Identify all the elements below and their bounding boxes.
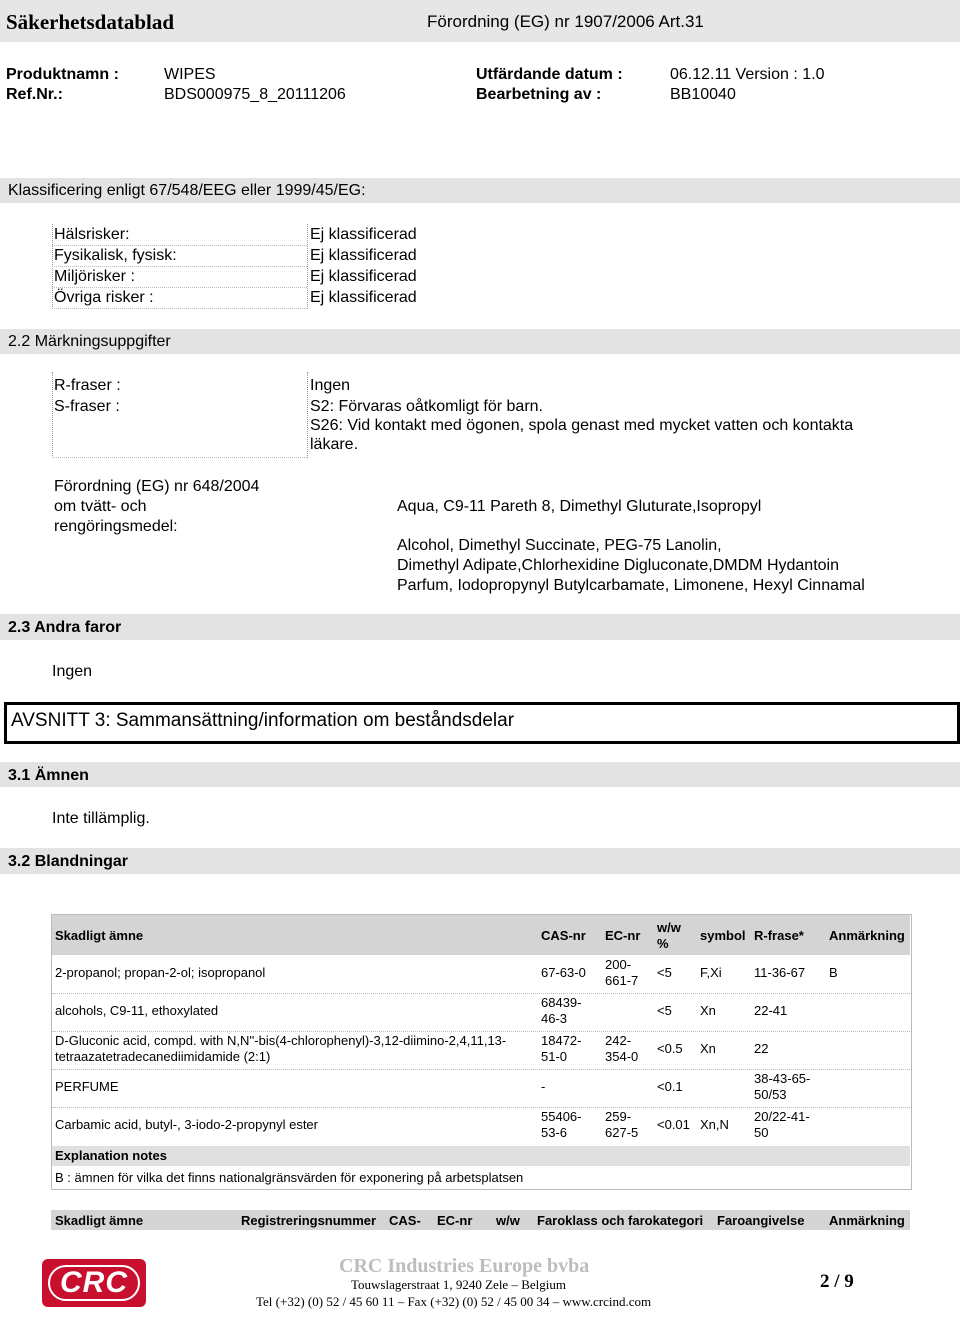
row1-symbol: F,Xi [700, 965, 722, 980]
product-name-label: Produktnamn : [6, 66, 119, 83]
col-header-substance: Skadligt ämne [55, 928, 144, 943]
col-header-ww-1: w/w [657, 920, 681, 935]
row3-ww: <0.5 [657, 1041, 683, 1056]
s-phrases-label: S-fraser : [54, 398, 120, 415]
s-phrases-value-2: S26: Vid kontakt med ögonen, spola genast med mycket vatten och kontakta [310, 417, 854, 434]
divider [52, 372, 53, 458]
divider [52, 245, 307, 246]
product-name-value: WIPES [164, 66, 216, 83]
row4-cas: - [541, 1079, 546, 1094]
page-number: 2 / 9 [820, 1271, 854, 1292]
row1-ec-1: 200- [605, 957, 632, 972]
row5-cas-2: 53-6 [541, 1125, 568, 1140]
reg-header-remark: Anmärkning [829, 1213, 905, 1228]
reg-header-hazard-class: Faroklass och farokategori [537, 1213, 704, 1228]
detergent-regulation-label-1: Förordning (EG) nr 648/2004 [54, 478, 260, 495]
row4-ww: <0.1 [657, 1079, 683, 1094]
row2-ww: <5 [657, 1003, 672, 1018]
row5-ec-1: 259- [605, 1109, 632, 1124]
row1-substance: 2-propanol; propan-2-ol; isopropanol [55, 965, 266, 980]
col-header-cas: CAS-nr [541, 928, 586, 943]
issue-date-label: Utfärdande datum : [476, 66, 623, 83]
row3-ec-1: 242- [605, 1033, 632, 1048]
other-hazards-value: Ingen [52, 663, 93, 680]
detergent-ingredients-2: Alcohol, Dimethyl Succinate, PEG-75 Lanolin, [397, 537, 722, 554]
edited-by-value: BB10040 [670, 86, 736, 103]
row3-substance-2: tetraazatetradecanediimidamide (2:1) [55, 1049, 271, 1064]
row3-ec-2: 354-0 [605, 1049, 639, 1064]
crc-logo [42, 1259, 146, 1307]
substances-heading-bar [0, 762, 960, 787]
detergent-regulation-label-3: rengöringsmedel: [54, 518, 178, 535]
row1-ww: <5 [657, 965, 672, 980]
row2-symbol: Xn [700, 1003, 716, 1018]
edited-by-label: Bearbetning av : [476, 86, 602, 103]
row1-cas: 67-63-0 [541, 965, 586, 980]
classification-value-other: Ej klassificerad [310, 289, 417, 306]
row4-substance: PERFUME [55, 1079, 119, 1094]
s-phrases-value-3: läkare. [310, 436, 359, 453]
divider [52, 308, 307, 309]
classification-value-environment: Ej klassificerad [310, 268, 417, 285]
row3-cas-1: 18472- [541, 1033, 582, 1048]
classification-label-physical: Fysikalisk, fysisk: [54, 247, 177, 264]
divider [52, 266, 307, 267]
mixtures-heading-bar [0, 848, 960, 874]
notes-heading-bar [52, 1146, 910, 1166]
other-hazards-heading-bar [0, 614, 960, 640]
section3-heading: AVSNITT 3: Sammansättning/information om beståndsdelar [11, 710, 515, 731]
classification-heading: Klassificering enligt 67/548/EEG eller 1999/45/EG: [8, 182, 366, 199]
reg-header-registration: Registreringsnummer [241, 1213, 377, 1228]
row5-ec-2: 627-5 [605, 1125, 639, 1140]
row2-substance: alcohols, C9-11, ethoxylated [55, 1003, 219, 1018]
other-hazards-heading: 2.3 Andra faror [8, 619, 122, 636]
r-phrases-value: Ingen [310, 377, 351, 394]
substances-value: Inte tillämplig. [52, 810, 150, 827]
divider [52, 457, 307, 458]
row2-cas-2: 46-3 [541, 1011, 568, 1026]
row2-cas-1: 68439- [541, 995, 582, 1010]
divider [52, 993, 910, 994]
classification-value-health: Ej klassificerad [310, 226, 417, 243]
classification-label-other: Övriga risker : [54, 289, 154, 306]
notes-heading: Explanation notes [55, 1148, 167, 1163]
detergent-regulation-label-2: om tvätt- och [54, 498, 147, 515]
row5-symbol: Xn,N [700, 1117, 729, 1132]
row5-ww: <0.01 [657, 1117, 690, 1132]
reg-header-ec: EC-nr [437, 1213, 473, 1228]
reg-header-substance: Skadligt ämne [55, 1213, 144, 1228]
r-phrases-label: R-fraser : [54, 377, 121, 394]
document-title: Säkerhetsdatablad [6, 10, 175, 34]
row3-rphrase: 22 [754, 1041, 769, 1056]
row4-rphrase-1: 38-43-65- [754, 1071, 811, 1086]
row2-rphrase: 22-41 [754, 1003, 788, 1018]
col-header-ww-2: % [657, 936, 669, 951]
row5-cas-1: 55406- [541, 1109, 582, 1124]
crc-logo-text: CRC [60, 1266, 128, 1299]
row5-rphrase-2: 50 [754, 1125, 769, 1140]
classification-label-environment: Miljörisker : [54, 268, 135, 285]
company-contact: Tel (+32) (0) 52 / 45 60 11 – Fax (+32) (0) 52 / 45 00 34 – www.crcind.com [256, 1294, 652, 1309]
company-name: CRC Industries Europe bvba [339, 1255, 590, 1277]
reg-header-ww: w/w [496, 1213, 520, 1228]
col-header-remark: Anmärkning [829, 928, 905, 943]
substances-heading: 3.1 Ämnen [8, 767, 89, 784]
classification-label-health: Hälsrisker: [54, 226, 130, 243]
s-phrases-value-1: S2: Förvaras oåtkomligt för barn. [310, 398, 543, 415]
regulation-reference: Förordning (EG) nr 1907/2006 Art.31 [427, 12, 704, 31]
row1-rphrase: 11-36-67 [754, 965, 806, 980]
divider [52, 1107, 910, 1108]
notes-text: B : ämnen för vilka det finns nationalgränsvärden för exponering på arbetsplatsen [55, 1170, 524, 1185]
issue-date-value: 06.12.11 Version : 1.0 [670, 66, 825, 83]
reg-header-hazard-statement: Faroangivelse [717, 1213, 805, 1228]
row5-rphrase-1: 20/22-41- [754, 1109, 810, 1124]
mixtures-heading: 3.2 Blandningar [8, 853, 129, 870]
detergent-ingredients-4: Parfum, Iodopropynyl Butylcarbamate, Limonene, Hexyl Cinnamal [397, 577, 865, 594]
detergent-ingredients-3: Dimethyl Adipate,Chlorhexidine Digluconate,DMDM Hydantoin [397, 557, 839, 574]
company-address: Touwslagerstraat 1, 9240 Zele – Belgium [351, 1277, 566, 1292]
row4-rphrase-2: 50/53 [754, 1087, 787, 1102]
ref-number-label: Ref.Nr.: [6, 86, 63, 103]
col-header-ec: EC-nr [605, 928, 641, 943]
row3-cas-2: 51-0 [541, 1049, 568, 1064]
divider [307, 224, 308, 309]
col-header-rphrase: R-frase* [754, 928, 804, 943]
labelling-heading: 2.2 Märkningsuppgifter [8, 333, 171, 350]
classification-value-physical: Ej klassificerad [310, 247, 417, 264]
row5-substance: Carbamic acid, butyl-, 3-iodo-2-propynyl ester [55, 1117, 318, 1132]
row1-remark: B [829, 965, 838, 980]
divider [307, 372, 308, 458]
reg-header-cas: CAS- [389, 1213, 421, 1228]
divider [52, 1031, 910, 1032]
ref-number-value: BDS000975_8_20111206 [164, 86, 346, 103]
col-header-symbol: symbol [700, 928, 746, 943]
row3-symbol: Xn [700, 1041, 716, 1056]
detergent-ingredients-1: Aqua, C9-11 Pareth 8, Dimethyl Gluturate,Isopropyl [397, 498, 762, 515]
row3-substance-1: D-Gluconic acid, compd. with N,N''-bis(4-chlorophenyl)-3,12-diimino-2,4,11,13- [55, 1033, 507, 1048]
divider [52, 1069, 910, 1070]
row1-ec-2: 661-7 [605, 973, 639, 988]
divider [52, 287, 307, 288]
